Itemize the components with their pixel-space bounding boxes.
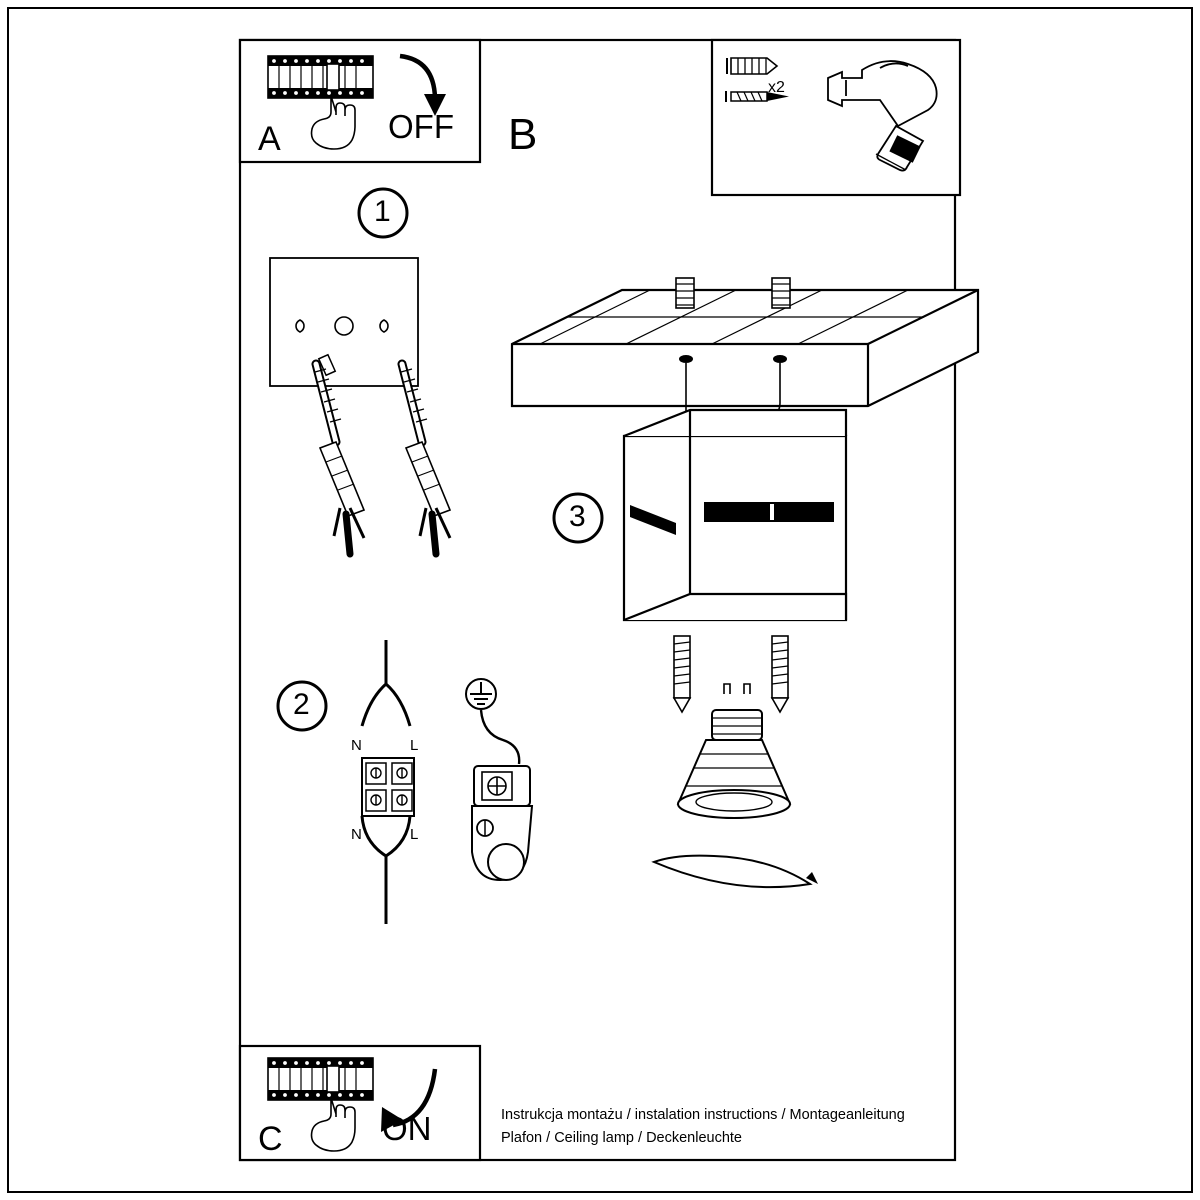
step-b-letter: B (508, 110, 538, 159)
terminal-label-n-top: N (351, 737, 362, 754)
page-border (8, 8, 1192, 1192)
footer-line-1: Instrukcja montażu / instalation instructions / Montageanleitung (501, 1107, 905, 1123)
rotate-arrow-icon (654, 856, 818, 888)
terminal-label-n-bottom: N (351, 826, 362, 843)
step-a-label: OFF (388, 108, 454, 145)
quantity-label: x2 (768, 79, 785, 96)
lamp-socket-icon (472, 766, 532, 880)
main-panel-border (240, 40, 955, 1160)
gu10-bulb-icon (678, 684, 790, 818)
wiring-diagram-icon (362, 640, 532, 924)
fuse-box-switch-on-icon (268, 1058, 373, 1100)
terminal-label-l-top: L (410, 737, 419, 754)
step-c-letter: C (258, 1120, 283, 1158)
fuse-box-switch-off-icon (268, 56, 373, 98)
cube-ceiling-lamp-assembly-icon (512, 278, 978, 887)
step-1-number: 1 (374, 195, 391, 228)
ceiling-plate-with-screws-icon (270, 258, 450, 554)
terminal-label-l-bottom: L (410, 826, 419, 843)
footer-line-2: Plafon / Ceiling lamp / Deckenleuchte (501, 1130, 742, 1146)
step-3-number: 3 (569, 500, 586, 533)
wall-plug-icon (727, 58, 777, 74)
earth-ground-symbol-icon (466, 679, 496, 709)
step-2-number: 2 (293, 688, 310, 721)
step-a-letter: A (258, 120, 281, 158)
step-c-label: ON (382, 1110, 432, 1147)
